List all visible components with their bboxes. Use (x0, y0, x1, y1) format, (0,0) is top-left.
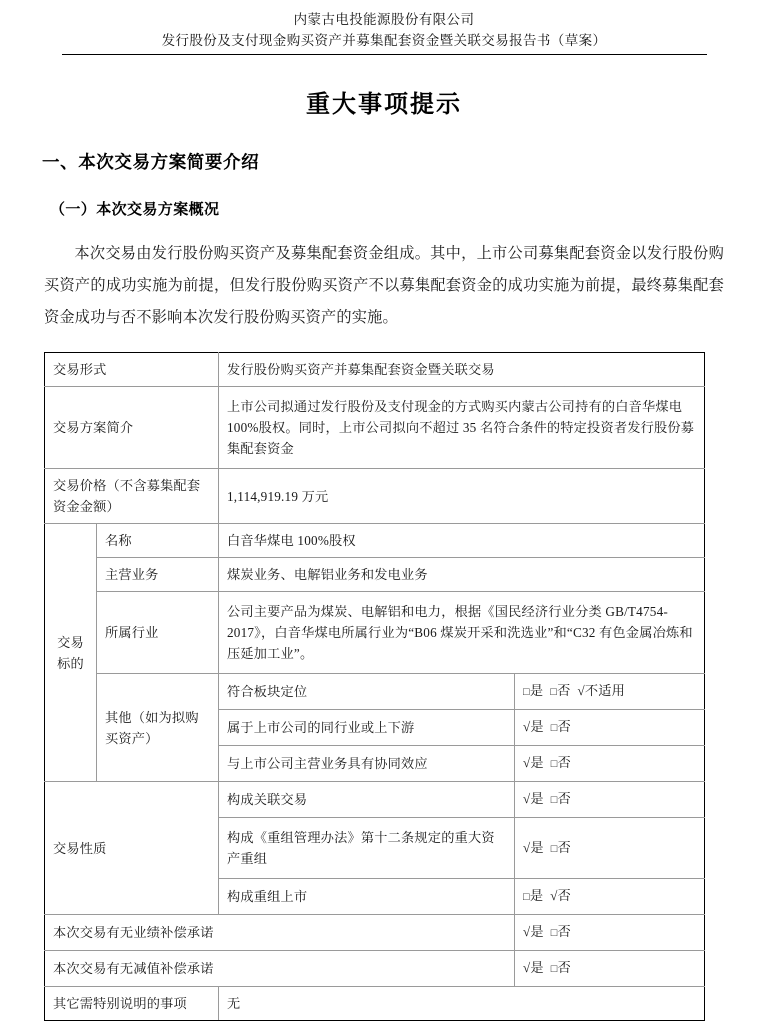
checkmark-icon[interactable]: √ (523, 791, 531, 806)
option-label-no: 否 (557, 719, 571, 734)
checkmark-icon[interactable]: √ (523, 839, 531, 855)
section-heading-1: 一、本次交易方案简要介绍 (42, 152, 260, 172)
option-label-no: 否 (557, 791, 571, 806)
table-row-transaction-price (45, 469, 705, 524)
cell-options-synergy (515, 746, 705, 782)
option-label-yes: 是 (530, 791, 544, 806)
unchecked-box-icon[interactable]: □ (550, 722, 558, 734)
subsection-heading-1-1: （一）本次交易方案概况 (50, 201, 220, 218)
option-label-yes: 是 (530, 924, 544, 939)
transaction-summary-table-wrap (44, 352, 704, 1021)
unchecked-box-icon[interactable]: □ (550, 963, 558, 975)
option-label-no: 否 (557, 683, 571, 698)
cell-label-target-name: 名称 (97, 524, 219, 558)
cell-value-transaction-price: 1,114,919.19 万元 (219, 469, 705, 524)
cell-label-target-other: 其他（如为拟购买资产） (97, 674, 219, 782)
header-divider-rule (62, 54, 707, 55)
cell-label-transaction-form: 交易形式 (45, 353, 219, 387)
table-row-target-industry (45, 592, 705, 674)
cell-question-same-industry: 属于上市公司的同行业或上下游 (219, 710, 515, 746)
option-label-na: 不适用 (584, 683, 626, 698)
table-row-nature-1 (45, 782, 705, 818)
cell-label-target-industry: 所属行业 (97, 592, 219, 674)
unchecked-box-icon[interactable]: □ (523, 891, 530, 903)
option-label-no: 否 (557, 960, 571, 975)
checkmark-icon[interactable]: √ (550, 888, 558, 903)
option-label-no: 否 (557, 755, 571, 770)
cell-label-target-business: 主营业务 (97, 558, 219, 592)
cell-value-target-industry: 公司主要产品为煤炭、电解铝和电力，根据《国民经济行业分类 GB/T4754-2017》，白音华煤电所属行业为“B06 煤炭开采和洗选业”和“C32 有色金属冶炼和压延加工业”。 (219, 592, 705, 674)
cell-options-sector-positioning (515, 674, 705, 710)
table-row-target-business (45, 558, 705, 592)
option-label-yes: 是 (529, 683, 544, 698)
unchecked-box-icon[interactable]: □ (523, 686, 530, 698)
table-row-plan-intro (45, 387, 705, 469)
cell-label-performance-compensation: 本次交易有无业绩补偿承诺 (45, 915, 515, 951)
option-label-yes: 是 (529, 888, 544, 903)
option-label-yes: 是 (530, 960, 544, 975)
cell-options-major-restructuring (515, 818, 705, 879)
unchecked-box-icon[interactable]: □ (550, 794, 558, 806)
unchecked-box-icon[interactable]: □ (550, 927, 558, 939)
header-report-title: 发行股份及支付现金购买资产并募集配套资金暨关联交易报告书（草案） (161, 33, 607, 48)
unchecked-box-icon[interactable]: □ (550, 842, 558, 855)
cell-label-other-notes: 其它需特别说明的事项 (45, 987, 219, 1021)
option-label-no: 否 (557, 924, 571, 939)
cell-value-transaction-form: 发行股份购买资产并募集配套资金暨关联交易 (219, 353, 705, 387)
cell-label-plan-intro: 交易方案简介 (45, 387, 219, 469)
cell-options-related-transaction (515, 782, 705, 818)
table-row-impairment-compensation (45, 951, 705, 987)
option-label-no: 否 (557, 888, 571, 903)
cell-question-backdoor-listing: 构成重组上市 (219, 879, 515, 915)
body-paragraph-1: 本次交易由发行股份购买资产及募集配套资金组成。其中，上市公司募集配套资金以发行股份购买资产的成功实施为前提，但发行股份购买资产不以募集配套资金的成功实施为前提，最终募集配套资金成功与否不影响本次发行股份购买资产的实施。 (44, 245, 724, 326)
cell-value-target-name: 白音华煤电 100%股权 (219, 524, 705, 558)
unchecked-box-icon[interactable]: □ (550, 758, 558, 770)
option-label-yes: 是 (530, 755, 544, 770)
cell-label-transaction-target: 交易标的 (45, 524, 97, 782)
unchecked-box-icon[interactable]: □ (550, 686, 558, 698)
option-label-yes: 是 (530, 719, 544, 734)
cell-label-impairment-compensation: 本次交易有无减值补偿承诺 (45, 951, 515, 987)
checkmark-icon[interactable]: √ (523, 924, 531, 939)
cell-options-performance-compensation (515, 915, 705, 951)
table-row-other-notes (45, 987, 705, 1021)
cell-options-backdoor-listing (515, 879, 705, 915)
cell-question-related-transaction: 构成关联交易 (219, 782, 515, 818)
document-running-header (0, 0, 768, 55)
table-row-target-other-1 (45, 674, 705, 710)
cell-question-major-restructuring: 构成《重组管理办法》第十二条规定的重大资产重组 (219, 818, 515, 879)
cell-value-target-business: 煤炭业务、电解铝业务和发电业务 (219, 558, 705, 592)
checkmark-icon[interactable]: √ (523, 960, 531, 975)
table-row-target-name (45, 524, 705, 558)
header-company-name: 内蒙古电投能源股份有限公司 (293, 12, 475, 27)
cell-label-transaction-nature: 交易性质 (45, 782, 219, 915)
cell-label-transaction-price: 交易价格（不含募集配套资金金额） (45, 469, 219, 524)
cell-question-synergy: 与上市公司主营业务具有协同效应 (219, 746, 515, 782)
table-row-transaction-form (45, 353, 705, 387)
option-label-no: 否 (557, 839, 571, 855)
option-label-yes: 是 (530, 839, 544, 855)
page-title: 重大事项提示 (306, 91, 462, 118)
cell-options-impairment-compensation (515, 951, 705, 987)
cell-question-sector-positioning: 符合板块定位 (219, 674, 515, 710)
cell-options-same-industry (515, 710, 705, 746)
table-row-performance-compensation (45, 915, 705, 951)
transaction-summary-table (44, 352, 705, 1021)
cell-value-other-notes: 无 (219, 987, 705, 1021)
checkmark-icon[interactable]: √ (523, 719, 531, 734)
cell-value-plan-intro: 上市公司拟通过发行股份及支付现金的方式购买内蒙古公司持有的白音华煤电 100%股权。同时，上市公司拟向不超过 35 名符合条件的特定投资者发行股份募集配套资金 (219, 387, 705, 469)
checkmark-icon[interactable]: √ (523, 755, 531, 770)
checkmark-icon[interactable]: √ (577, 683, 585, 698)
